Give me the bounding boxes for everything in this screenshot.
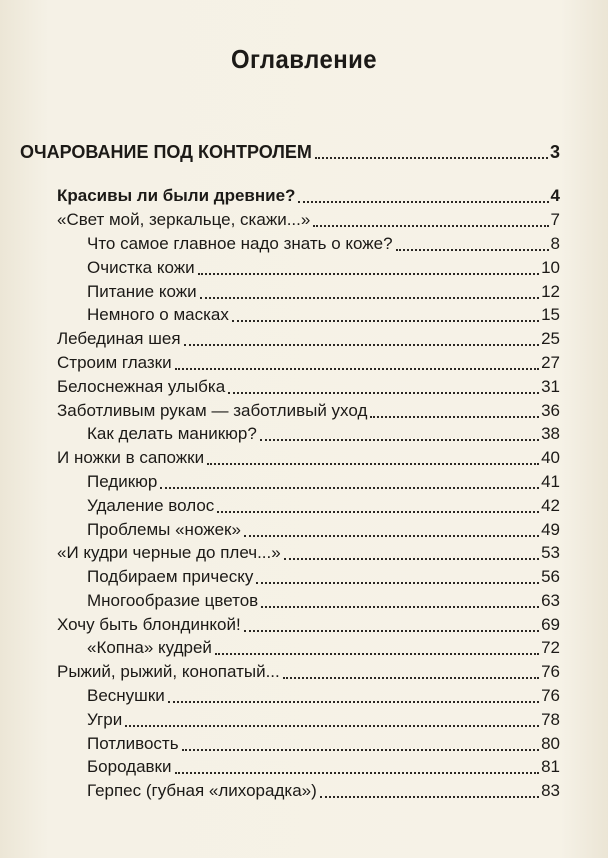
- dot-leader: [160, 486, 539, 489]
- toc-entry-title: Белоснежная улыбка: [57, 377, 226, 396]
- toc-page-number: 15: [541, 305, 560, 324]
- toc-entry-title: Педикюр: [87, 472, 158, 491]
- dot-leader: [228, 391, 539, 394]
- toc-page-number: 8: [550, 234, 560, 253]
- toc-entry: [87, 496, 560, 516]
- toc-entry: [57, 210, 560, 230]
- toc-page-number: 25: [541, 329, 560, 348]
- toc-entry-title: Лебединая шея: [57, 329, 181, 348]
- toc-entry-title: Многообразие цветов: [87, 591, 259, 610]
- dot-leader: [175, 771, 540, 774]
- toc-page-number: 80: [541, 734, 560, 753]
- toc-entry: [87, 686, 560, 706]
- toc-page-number: 53: [541, 543, 560, 562]
- toc-entry: [57, 662, 560, 682]
- toc-entry: [87, 282, 560, 302]
- toc-page-number: 7: [550, 210, 560, 229]
- toc-entry-title: Очистка кожи: [87, 258, 195, 277]
- toc-entry-title: Заботливым рукам — заботливый уход: [57, 401, 368, 420]
- toc-page-number: 41: [541, 472, 560, 491]
- toc-entry: [87, 258, 560, 278]
- dot-leader: [261, 605, 539, 608]
- toc-entry: [87, 710, 560, 730]
- dot-leader: [244, 534, 539, 537]
- toc-page-number: 42: [541, 496, 560, 515]
- toc-entry-title: Красивы ли были древние?: [57, 186, 296, 205]
- toc-entry: [57, 615, 560, 635]
- toc-entry-title: ОЧАРОВАНИЕ ПОД КОНТРОЛЕМ: [20, 142, 312, 162]
- toc-page-number: 3: [549, 142, 560, 162]
- toc-entry: [57, 186, 560, 206]
- toc-page-number: 56: [541, 567, 560, 586]
- toc-entry-title: И ножки в сапожки: [57, 448, 205, 467]
- dot-leader: [320, 795, 539, 798]
- toc-entry-title: Немного о масках: [87, 305, 229, 324]
- toc-entry-title: Как делать маникюр?: [87, 424, 257, 443]
- toc-entry-title: Угри: [87, 710, 123, 729]
- toc-page-number: 12: [541, 282, 560, 301]
- dot-leader: [207, 462, 539, 465]
- dot-leader: [396, 248, 549, 251]
- toc-entry: [87, 781, 560, 801]
- toc-page-number: 78: [541, 710, 560, 729]
- dot-leader: [283, 676, 539, 679]
- toc-page-number: 40: [541, 448, 560, 467]
- toc-page-number: 38: [541, 424, 560, 443]
- toc-page-number: 81: [541, 757, 560, 776]
- toc-page-number: 4: [550, 186, 560, 205]
- toc-page-number: 31: [541, 377, 560, 396]
- toc-entry-title: Проблемы «ножек»: [87, 520, 241, 539]
- dot-leader: [217, 510, 539, 513]
- toc-entry-title: «Копна» кудрей: [87, 638, 212, 657]
- toc-entry: [20, 142, 560, 162]
- toc-entry-title: Что самое главное надо знать о коже?: [87, 234, 393, 253]
- dot-leader: [125, 724, 539, 727]
- toc-entry: [57, 377, 560, 397]
- page-title: Оглавление: [230, 44, 378, 74]
- dot-leader: [184, 343, 540, 346]
- dot-leader: [284, 557, 539, 560]
- toc-page-number: 83: [541, 781, 560, 800]
- toc-entry-title: Питание кожи: [87, 282, 197, 301]
- dot-leader: [244, 629, 539, 632]
- dot-leader: [315, 156, 548, 159]
- toc-entry: [87, 472, 560, 492]
- toc-entry: [87, 520, 560, 540]
- toc-page-number: 27: [541, 353, 560, 372]
- dot-leader: [370, 415, 539, 418]
- dot-leader: [260, 438, 539, 441]
- toc-entry: [87, 567, 560, 587]
- toc-entry: [57, 353, 560, 373]
- toc-page-number: 72: [541, 638, 560, 657]
- toc-entry-title: «И кудри черные до плеч...»: [57, 543, 281, 562]
- toc-entry: [57, 543, 560, 563]
- toc-entry: [87, 757, 560, 777]
- dot-leader: [175, 367, 539, 370]
- dot-leader: [232, 319, 539, 322]
- toc-entry: [87, 305, 560, 325]
- toc-entry-title: Бородавки: [87, 757, 172, 776]
- toc-page-number: 69: [541, 615, 560, 634]
- toc-page-number: 10: [541, 258, 560, 277]
- dot-leader: [182, 748, 540, 751]
- toc-entry-title: Хочу быть блондинкой!: [57, 615, 241, 634]
- toc-entry-title: Подбираем прическу: [87, 567, 254, 586]
- toc-entry: [57, 448, 560, 468]
- dot-leader: [200, 296, 539, 299]
- toc-page-number: 76: [541, 686, 560, 705]
- toc-entry: [87, 638, 560, 658]
- toc-page-number: 36: [541, 401, 560, 420]
- toc-entry: [57, 401, 560, 421]
- toc-entry: [87, 424, 560, 444]
- dot-leader: [256, 581, 539, 584]
- dot-leader: [198, 272, 539, 275]
- toc-entry-title: Удаление волос: [87, 496, 215, 515]
- toc-entry-title: Герпес (губная «лихорадка»): [87, 781, 317, 800]
- dot-leader: [215, 652, 539, 655]
- toc-entry-title: Строим глазки: [57, 353, 172, 372]
- toc-entry-title: Потливость: [87, 734, 179, 753]
- toc-page-number: 76: [541, 662, 560, 681]
- dot-leader: [298, 200, 548, 203]
- toc-entry: [87, 591, 560, 611]
- toc-entry-title: «Свет мой, зеркальце, скажи...»: [57, 210, 311, 229]
- toc-entry: [87, 234, 560, 254]
- toc-entry: [57, 329, 560, 349]
- toc-page-number: 63: [541, 591, 560, 610]
- toc-entry-title: Веснушки: [87, 686, 165, 705]
- toc-entry-title: Рыжий, рыжий, конопатый...: [57, 662, 280, 681]
- toc-page-number: 49: [541, 520, 560, 539]
- dot-leader: [168, 700, 539, 703]
- dot-leader: [313, 224, 548, 227]
- toc-entry: [87, 734, 560, 754]
